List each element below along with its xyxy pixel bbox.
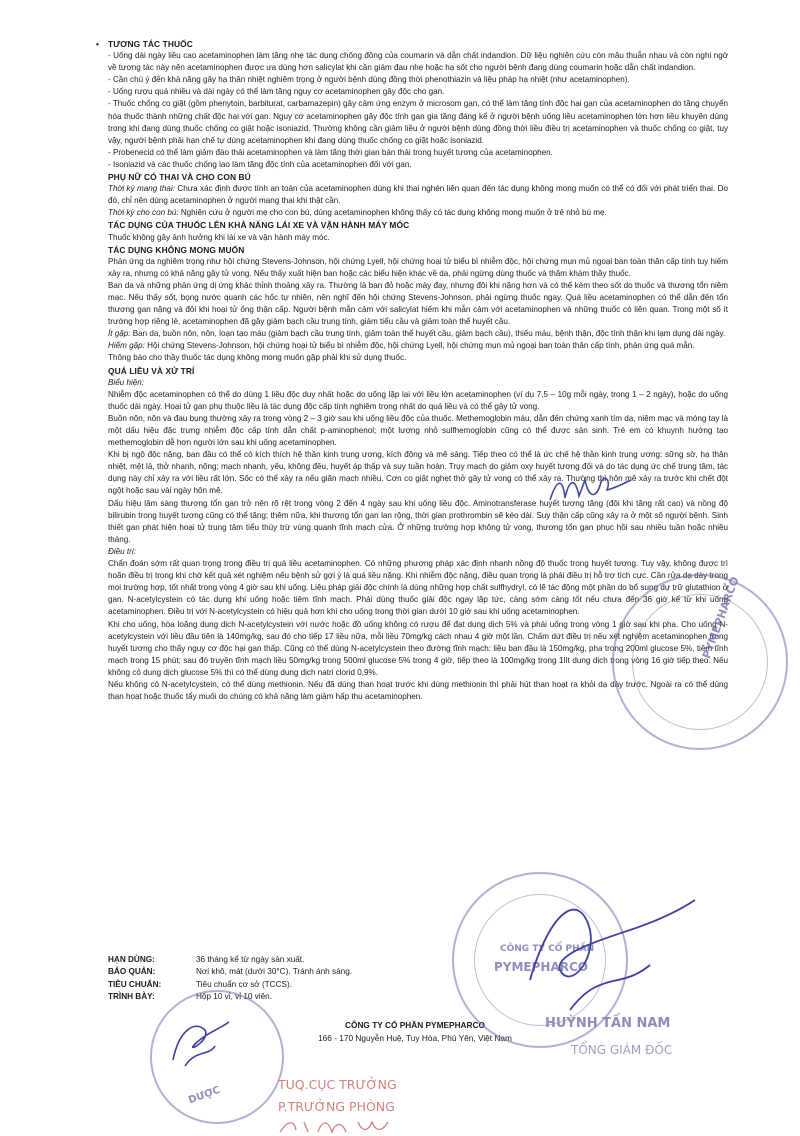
treatment-paragraph: Nếu không có N-acetylcystein, có thể dùng methionin. Nếu đã dùng than hoạt trước khi dùng methionin thì phải hút than hoạt ra khỏi dạ dày trước. Ngoài ra có thể dùng than hoạt hoặc thuốc tẩy muối do chúng có khả năng làm giảm hấp thu acetaminophen. xyxy=(108,679,728,702)
info-label: TRÌNH BÀY: xyxy=(108,992,155,1002)
approval-signature-icon xyxy=(165,1010,235,1070)
info-label: BẢO QUẢN: xyxy=(108,967,156,977)
company-address: 166 - 170 Nguyễn Huệ, Tuy Hòa, Phú Yên, Việt Nam xyxy=(318,1033,512,1043)
adverse-rare-label: Hiếm gặp: xyxy=(108,341,145,351)
section-title-overdose: QUÁ LIỀU VÀ XỬ TRÍ xyxy=(108,365,195,376)
company-name: CÔNG TY CỔ PHẦN PYMEPHARCO xyxy=(345,1020,485,1030)
breastfeeding-paragraph xyxy=(108,207,728,219)
overdose-symptoms-heading: Biểu hiện: xyxy=(108,377,144,387)
director-name: HUỲNH TẤN NAM xyxy=(545,1016,671,1031)
info-label: HẠN DÙNG: xyxy=(108,955,155,964)
adverse-paragraph: Phản ứng da nghiêm trọng như hội chứng Stevens-Johnson, hội chứng Lyell, hội chứng hoại tử biểu bì nhiễm độc, hội chứng mụn mủ ngoại ban toàn thân cấp tính tuy hiếm xảy ra, nhưng có khả năng gây tử vong. Nếu thấy xuất hiện ban hoặc các biểu hiện khác về da, phải ngừng dùng thuốc và thăm khám thầy thuốc. xyxy=(108,256,728,278)
stamp-company-label: CÔNG TY CỔ PHẦN xyxy=(500,944,595,954)
interaction-paragraph: - Isoniazid và các thuốc chống lao làm tăng độc tính của acetaminophen đối với gan. xyxy=(108,159,412,169)
treatment-paragraph: Khi cho uống, hòa loãng dung dịch N-acetylcystein với nước hoặc đồ uống không có rượu để đạt dung dịch 5% và phải uống trong vòng 1 giờ sau khi pha. Cho uống N-acetylcystein với liều đầu tiên là 140mg/kg, sau đó cho tiếp 17 liều nữa, mỗi liều 70mg/kg cách nhau 4 giờ một lần. Chấm dứt điều trị nếu xét nghiệm acetaminophen trong huyết tương cho thấy nguy cơ độc hại gan thấp. Cũng có thể dùng N-acetylcystein theo đường tĩnh mạch: liều ban đầu là 150mg/kg, pha trong 200ml glucose 5%, tiêm tĩnh mạch trong 15 phút; sau đó truyền tĩnh mạch liều 50mg/kg trong 500ml glucose 5% trong 4 giờ, tiếp theo là 100mg/kg trong 1lít dung dịch trong vòng 16 giờ tiếp theo. Nếu không có dung dịch glucose 5% thì có thể dùng dung dịch natri clorid 0,9%. xyxy=(108,619,728,677)
stamp-inner-ring xyxy=(632,594,768,730)
interaction-paragraph: - Thuốc chống co giật (gồm phenytoin, barbiturat, carbamazepin) gây cảm ứng enzym ở microsom gan, có thể làm tăng tính độc hại gan của acetaminophen do tăng chuyển hóa thuốc thành những chất độc hại với gan. Nguy cơ acetaminophen gây độc tính gan gia tăng đáng kể ở người bệnh uống liều acetaminophen lớn hơn liều khuyên dùng trong khi đang dùng thuốc chống co giật hoặc isoniazid. Thường không cần giảm liều ở người bệnh dùng đồng thời liều điều trị acetaminophen và thuốc chống co giật, tuy vậy, người bệnh phải hạn chế tự dùng acetaminophen khi đang dùng thuốc chống co giật hoặc isoniazid. xyxy=(108,99,728,145)
pregnancy-label: Thời kỳ mang thai: xyxy=(108,184,175,194)
stamp-brand-label: PYMEPHARCO xyxy=(700,575,742,661)
adverse-uncommon xyxy=(108,328,728,340)
initials-signature-icon xyxy=(545,470,635,510)
adverse-uncommon-label: Ít gặp: xyxy=(108,329,131,339)
info-value: Nơi khô, mát (dưới 30°C). Tránh ánh sáng. xyxy=(196,967,353,977)
interaction-paragraph: - Uống dài ngày liều cao acetaminophen làm tăng nhẹ tác dụng chống đông của coumarin và dẫn chất indandion. Dữ liệu nghiên cứu còn mâu thuẫn nhau và còn nghi ngờ về tương tác này nên acetaminophen được ưa dùng hơn salicylat khi cần giảm đau nhẹ hoặc hạ sốt cho người bệnh đang dùng coumarin hoặc dẫn chất indandion. xyxy=(108,51,728,73)
overdose-paragraph: Dấu hiệu lâm sàng thương tổn gan trở nên rõ rệt trong vòng 2 đến 4 ngày sau khi uống liều độc. Aminotransferase huyết tương tăng (đôi khi tăng rất cao) và nồng độ bilirubin trong huyết tương cũng có thể tăng; thêm nữa, khi thương tổn gan lan rộng, thời gian prothrombin sẽ kéo dài. Suy thận cấp cũng xảy ra ở một số người bệnh. Sinh thiết gan phát hiện hoại tử trung tâm tiểu thùy trừ vùng quanh tĩnh mạch cửa. Ở những trường hợp không tử vong, thương tổn gan phục hồi sau nhiều tuần hoặc nhiều tháng. xyxy=(108,498,728,544)
info-value: 36 tháng kể từ ngày sản xuất. xyxy=(196,955,305,964)
director-title: TỔNG GIÁM ĐỐC xyxy=(571,1043,673,1057)
section-title-pregnancy: PHỤ NỮ CÓ THAI VÀ CHO CON BÚ xyxy=(108,172,251,183)
info-label: TIÊU CHUẨN: xyxy=(108,979,162,989)
adverse-paragraph: Ban da và những phản ứng dị ứng khác thỉnh thoảng xảy ra. Thường là ban đỏ hoặc mày đay, nhưng đôi khi nặng hơn và có thể kèm theo sốt do thuốc và thương tổn niêm mạc. Nếu thấy sốt, bọng nước quanh các hốc tự nhiên, nên nghĩ đến hội chứng Stevens-Johnson, phải ngừng thuốc ngay. Quá liều acetaminophen có thể dẫn đến tổn thương gan nặng và đôi khi hoại tử ống thận cấp. Người bệnh mẫn cảm với salicylat hiếm khi mẫn cảm với acetaminophen và những thuốc có liên quan. Trong một số ít trường hợp riêng lẻ, acetaminophen đã gây giảm bạch cầu trung tính, giảm tiểu cầu và giảm toàn thể huyết cầu. xyxy=(108,280,728,327)
interaction-paragraph: - Cần chú ý đến khả năng gây hạ thân nhiệt nghiêm trọng ở người bệnh dùng đồng thời phenothiazin và liệu pháp hạ nhiệt (như acetaminophen). xyxy=(108,75,630,85)
treatment-paragraph: Chẩn đoán sớm rất quan trọng trong điều trị quá liều acetaminophen. Có những phương pháp xác định nhanh nồng độ thuốc trong huyết tương. Tuy vậy, không được trì hoãn điều trị trong khi chờ kết quả xét nghiệm nếu bệnh sử gợi ý là quá liều nặng. Khi nhiễm độc nặng, điều quan trọng là phải điều trị hỗ trợ tích cực. Cần rửa dạ dày trong mọi trường hợp, tốt nhất trong vòng 4 giờ sau khi uống. Liệu pháp giải độc chính là dùng những hợp chất sulfhydryl, có lẽ tác động một phần do bổ sung dự trữ glutathion ở gan. N-acetylcystein có tác dụng khi uống hoặc tiêm tĩnh mạch. Phải dùng thuốc giải độc ngay lập tức, càng sớm càng tốt nếu chưa đến 36 giờ kể từ khi uống acetaminophen. Điều trị với N-acetylcystein có hiệu quả hơn khi cho uống trong thời gian dưới 10 giờ sau khi uống acetaminophen. xyxy=(108,559,728,617)
adverse-uncommon-text: Ban da, buồn nôn, nôn, loạn tạo máu (giảm bạch cầu trung tính, giảm toàn thể huyết cầu, giảm bạch cầu), thiếu máu, bệnh thận, độc tính thận khi lạm dụng dài ngày. xyxy=(130,329,726,339)
adverse-rare xyxy=(108,340,728,352)
info-value: Hộp 10 vỉ, vỉ 10 viên. xyxy=(196,992,273,1002)
interaction-paragraph: - Probenecid có thể làm giảm đào thải acetaminophen và làm tăng thời gian bán thải trong huyết tương của acetaminophen. xyxy=(108,147,553,157)
section-title-adverse: TÁC DỤNG KHÔNG MONG MUỐN xyxy=(108,244,245,255)
approval-line-2: P.TRƯỞNG PHÒNG xyxy=(278,1099,395,1114)
adverse-notice: Thông báo cho thầy thuốc tác dụng không mong muốn gặp phải khi sử dụng thuốc. xyxy=(108,353,407,363)
stamp-agency-label: DƯỢC xyxy=(187,1084,222,1107)
breastfeeding-text: Nghiên cứu ở người mẹ cho con bú, dùng acetaminophen không thấy có tác dụng không mong muốn ở trẻ nhỏ bú mẹ. xyxy=(178,208,607,218)
company-stamp xyxy=(612,574,788,750)
pregnancy-text: Chưa xác định được tính an toàn của acetaminophen dùng khi thai nghén liên quan đến tác dụng không mong muốn có thể có đối với phát triển thai. Do đó, chỉ nên dùng acetaminophen ở người mang thai khi thật cần. xyxy=(108,184,728,206)
approval-handwriting-icon xyxy=(278,1118,398,1136)
interaction-paragraph: - Uống rượu quá nhiều và dài ngày có thể làm tăng nguy cơ acetaminophen gây độc cho gan. xyxy=(108,87,445,97)
driving-paragraph: Thuốc không gây ảnh hưởng khi lái xe và vận hành máy móc. xyxy=(108,232,330,242)
overdose-paragraph: Buồn nôn, nôn và đau bụng thường xảy ra trong vòng 2 – 3 giờ sau khi uống liều độc của thuốc. Methemoglobin máu, dẫn đến chứng xanh tím da, niêm mạc và móng tay là một dấu hiệu đặc trưng nhiễm độc cấp tính dẫn chất p-aminophenol; một lượng nhỏ sulfhemoglobin cũng có thể được sản sinh. Trẻ em có khuynh hướng tạo methemoglobin dễ hơn người lớn sau khi uống acetaminophen. xyxy=(108,413,728,448)
overdose-treatment-heading: Điều trị: xyxy=(108,546,136,556)
overdose-paragraph: Khi bị ngộ độc nặng, ban đầu có thể có kích thích hệ thần kinh trung ương, kích động và mê sảng. Tiếp theo có thể là ức chế hệ thần kinh trung ương: sững sờ, hạ thân nhiệt, mệt lả, thở nhanh, nông; mạch nhanh, yếu, không đều, huyết áp thấp và suy tuần hoàn. Trụy mạch do giảm oxy huyết tương đối và do tác dụng ức chế trung tâm, tác dụng này chỉ xảy ra với liều rất lớn. Sốc có thể xảy ra nếu giãn mạch nhiều. Cơn co giật nghẹt thở gây tử vong có thể xảy ra. Thường thì hôn mê xảy ra trước khi chết đột ngột hoặc sau vài ngày hôn mê. xyxy=(108,450,728,496)
section-title-interactions: • TƯƠNG TÁC THUỐC xyxy=(108,38,728,50)
adverse-rare-text: Hội chứng Stevens-Johnson, hội chứng hoại tử biểu bì nhiễm độc, hội chứng Lyell, hội chứng mụn mủ ngoại ban toàn thân cấp tính, phản ứng quá mẫn. xyxy=(144,341,695,351)
approval-line-1: TUQ.CỤC TRƯỞNG xyxy=(278,1077,397,1092)
info-value: Tiêu chuẩn cơ sở (TCCS). xyxy=(196,979,292,989)
section-title-driving: TÁC DỤNG CỦA THUỐC LÊN KHẢ NĂNG LÁI XE VÀ VẬN HÀNH MÁY MÓC xyxy=(108,220,410,231)
pregnancy-paragraph xyxy=(108,183,728,207)
overdose-paragraph: Nhiễm độc acetaminophen có thể do dùng 1 liều độc duy nhất hoặc do uống lặp lại với liều lớn acetaminophen (ví dụ 7,5 – 10g mỗi ngày, trong 1 – 2 ngày), hoặc do uống thuốc dài ngày. Hoại tử gan phụ thuộc liều là tác dụng độc cấp tính nghiêm trọng nhất do quá liều và có thể gây tử vong. xyxy=(108,389,728,411)
stamp-brand-label: PYMEPHARCO xyxy=(494,960,588,974)
director-signature-icon xyxy=(510,870,710,1020)
breastfeeding-label: Thời kỳ cho con bú: xyxy=(108,208,179,218)
